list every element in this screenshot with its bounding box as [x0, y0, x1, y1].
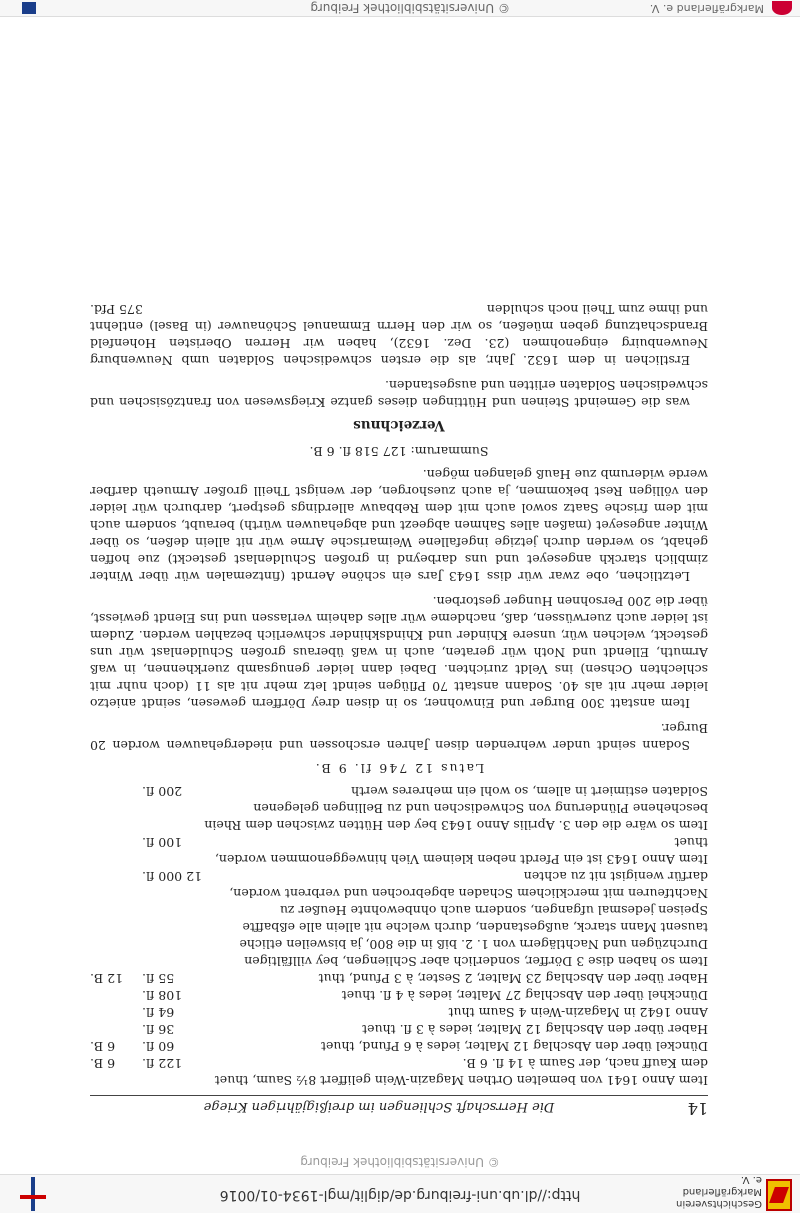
publisher-label: Geschichtsverein Markgräflerland e. V. — [676, 1174, 762, 1209]
ledger-sub — [90, 783, 142, 834]
ledger-row — [90, 1055, 708, 1089]
document-url[interactable]: http://dl.ub.uni-freiburg.de/diglit/mgl-1934-01/0016 — [219, 1187, 581, 1203]
ledger-desc: Haber über den Abschlag 12 Malter, iedes à 3 fl. thuet — [362, 1022, 708, 1037]
ledger-row — [90, 868, 708, 970]
library-mark-icon — [22, 2, 36, 14]
paragraph-amount: 375 Pfd. — [90, 302, 143, 317]
ledger-sub — [90, 1004, 142, 1021]
publisher-mark-icon — [772, 1, 792, 15]
paragraph: Sodann seindt under wehrenden disen Jahren erschossen und niedergehauwen worden 20 Burger. — [90, 721, 708, 753]
ledger-row — [90, 1004, 708, 1021]
ledger-amt: 36 fl. — [142, 1022, 175, 1037]
ledger-amt: 60 fl. — [142, 1039, 175, 1054]
copyright-label: © Universitätsbibliothek Freiburg — [300, 1155, 500, 1169]
paragraph — [90, 301, 708, 369]
ledger-desc: Item Anno 1643 ist ein Pferdt neben kleinem Vieh hinweggenommen worden, thuet — [214, 835, 708, 867]
ledger-amt: 64 fl. — [142, 1005, 175, 1020]
ledger-row — [90, 783, 708, 834]
ledger-amt: 55 fl. — [142, 971, 175, 986]
ledger-row — [90, 987, 708, 1004]
paragraph: was die Gemeindt Steinen und Hüttingen dieses gantze Kriegswesen von frantzösischen und schwedischen Soldaten erlitten und ausgestanden. — [90, 378, 708, 410]
ledger-sub — [90, 834, 142, 868]
ledger-sub — [90, 868, 142, 970]
paragraph: Item anstatt 300 Burger und Einwohner, so in disen drey Dörffern gewesen, seindt anietzo leider mehr nit als 40. Sodann anstatt 70 Pflügen seindt letz mehr nit als 11 (doch nuhr mit schlechten Ochsen) ins Veldt zurichten. Dabei dann leider genugsamb zuerkhennen, in waß Armuth, Ellendt und Noth wür geraten, auch in waß überaus großen Schuldenlast wür uns gesteckt, welchen wür, unsere Khinder und Khindskhinder schwerlich bezahlen werden. Zudem ist leider auch zuerwüssen, daß, nachdeme wür alles daheim verlassen und ins Elendt gewiesst, über die 200 Persohnen Hunger gestorben. — [90, 594, 708, 711]
ledger-sub: 6 B. — [90, 1056, 116, 1071]
ledger-row — [90, 1021, 708, 1038]
ledger-desc: Haber über den Abschlag 23 Malter, 2 Sester, à 3 Pfund, thut — [318, 971, 708, 986]
ledger-amt: 200 fl. — [142, 784, 183, 799]
ledger-sub: 6 B. — [90, 1039, 116, 1054]
ledger-row — [90, 834, 708, 868]
publisher-bottom-label: Markgräflerland e. V. — [649, 2, 764, 15]
ledger-desc: Dünckhel über den Abschlag 27 Malter, iedes à 4 fl. thuet — [341, 988, 708, 1003]
ledger-amt: 100 fl. — [142, 835, 183, 850]
running-header — [90, 1095, 708, 1118]
running-title: Die Herrschaft Schliengen im dreißigjährigen Kriege — [203, 1099, 555, 1114]
page-number: 14 — [687, 1099, 708, 1118]
ledger-sub — [90, 1021, 142, 1038]
ledger-sub: 12 B. — [90, 971, 124, 986]
ledger-row — [90, 970, 708, 987]
copyright-bottom-label: © Universitätsbibliothek Freiburg — [310, 1, 510, 15]
latus-line: Latus 12 746 fl. 9 B. — [313, 761, 485, 776]
ledger-table — [90, 783, 708, 1089]
summary-line: Summarum: 127 518 fl. 6 B. — [309, 444, 489, 459]
ledger-desc: Item so haben dise 3 Dörffer, sonderlich aber Schliengen, bey villfältigen Durchzügen und Nachtlägern von 1. 2. biß in die 800, ja bisweilen etliche tausent Mann starck, außgestanden, durch welche nit allein alle eßbaffte Speisen jedesmal ufgangen, sondern auch ohnbewohnte Heußer zu Nachtfeuren mit mercklichem Schaden abgebrochen und verbrent worden, darfür wenigist nit zu achten — [229, 869, 708, 969]
ledger-amt: 108 fl. — [142, 988, 183, 1003]
library-logo-icon — [20, 1177, 46, 1211]
ledger-desc: Item Anno 1641 von bemelten Orthen Magazin-Wein geliffert 8½ Saum, thuet dem Kauff nach, der Saum à 14 fl. 6 B. — [214, 1056, 708, 1088]
viewer-bottom-bar — [0, 0, 800, 17]
ledger-sub — [90, 987, 142, 1004]
section-heading: Verzeichnus — [353, 417, 445, 433]
paragraph-text: Erstlichen in dem 1632. Jahr, als die ersten schwedischen Soldaten umb Neuwenburg Neuwenbuirg eingenohmen (23. Dez. 1632), haben wir Herren Oberisten Hohenfeld Brandschatzung geben müeßen, so wir den Herrn Emmanuel Schönauwer (in Basel) entlehnt und ihme zum Theil noch schulden — [90, 302, 708, 368]
ledger-desc: Item so wäre die den 3. Aprilis Anno 1643 bey den Hütten zwischen dem Rhein beschehene Plünderung von Schwedischen und zu Bellingen gelegenen Soldaten estimiert in allem, so wohl ein mehreres werth — [204, 784, 708, 833]
ledger-row — [90, 1038, 708, 1055]
paragraph: Letztlichen, obe zwar wür diss 1643 Jars ein schöne Aerndt (fintzemalen wür über Winter zimblich starckh angeseyet und uns darbeynd in großen Schuldenlast gesteckt) zue hoffen gehabt, so werden durch jetzige ingefallene Weimarische Arme wür nit allein deßen, so über Winter angeseyet (maßen alles Sahmen abgeezt und abgehauwen würth) beraubt, sondern auch mit dem frische Saatz sowol auch mit dem Rebbauw allerdings gestpert, darburch wür leider den völligen Rest bekommen, ja auch zueshorgen, der wenigst Theill großer Armueth darfber werde widerumb zue Hauß gelangen mögen. — [90, 467, 708, 584]
ledger-amt: 12 000 fl. — [142, 869, 203, 884]
ledger-desc: Anno 1642 in Magazin-Wein 4 Saum thut — [448, 1005, 708, 1020]
viewer-top-bar — [0, 1155, 800, 1213]
ledger-amt: 122 fl. — [142, 1056, 183, 1071]
page-content — [90, 301, 708, 1118]
ledger-desc: Dünckel über den Abschlag 12 Malter, iedes à 6 Pfund, thuet — [320, 1039, 708, 1054]
